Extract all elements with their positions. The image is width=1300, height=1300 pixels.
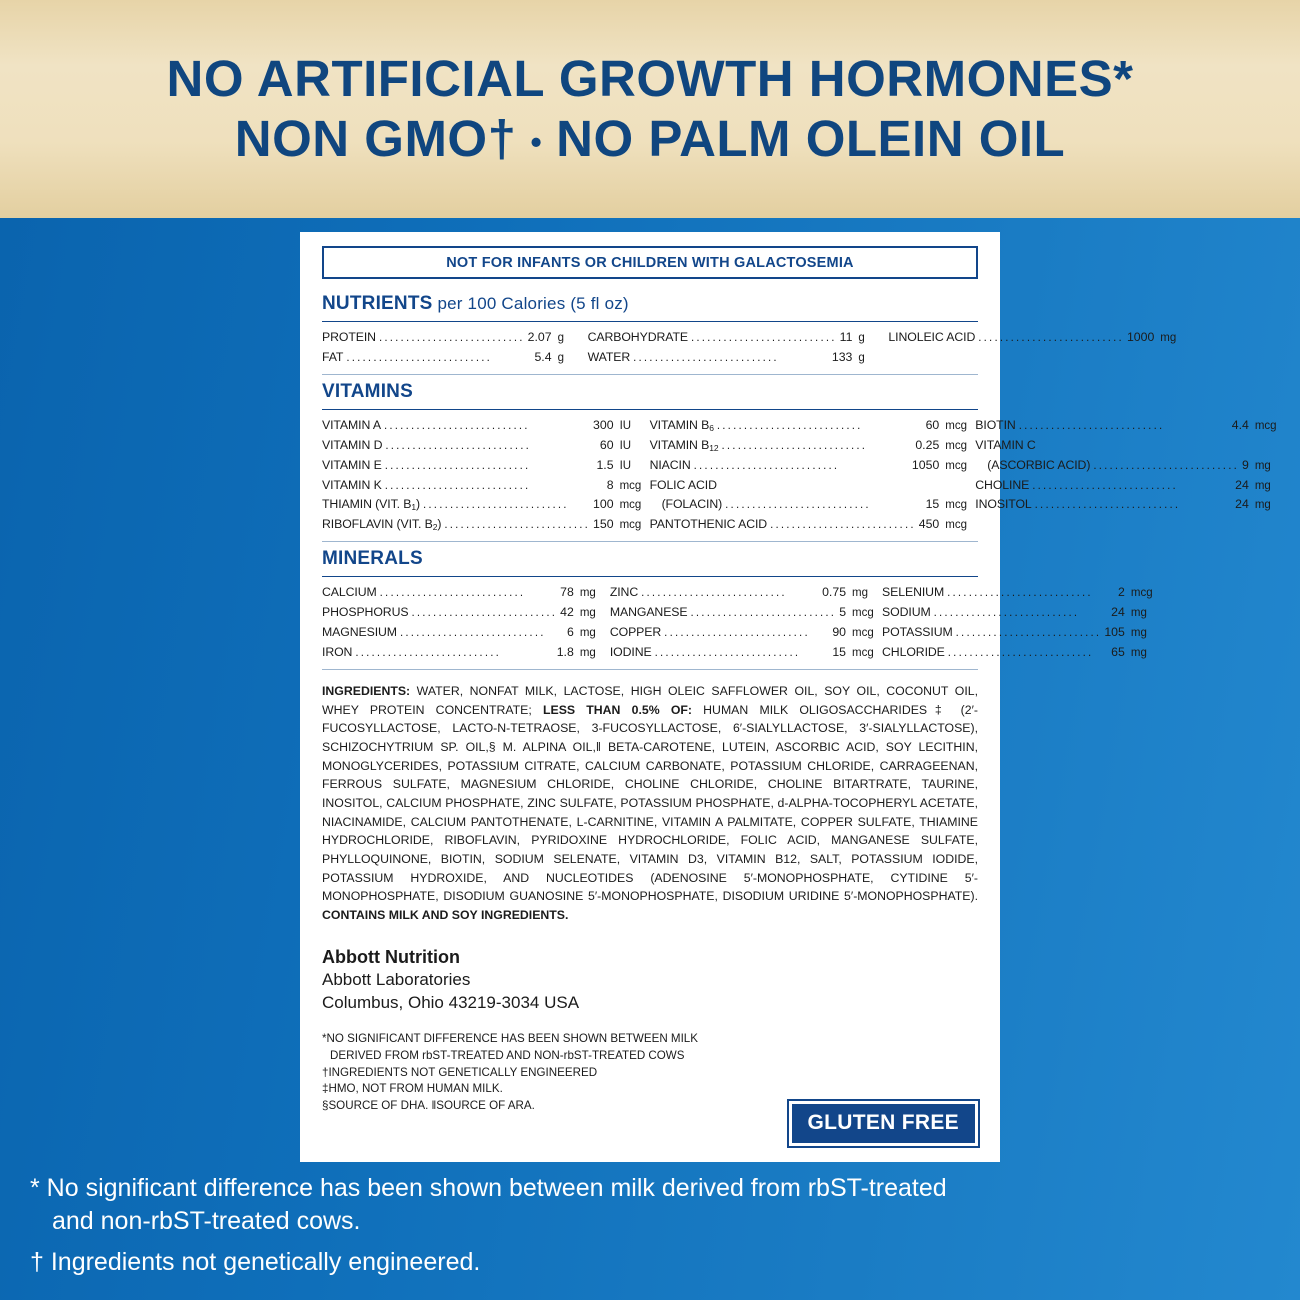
- table-row: [322, 416, 650, 436]
- gluten-free-badge: GLUTEN FREE: [789, 1101, 978, 1146]
- banner-no-palm-olein-text: NO PALM OLEIN OIL: [556, 110, 1066, 167]
- leader-dots: ...........................: [399, 627, 546, 640]
- leader-dots: ...........................: [346, 351, 493, 364]
- table-row: [588, 328, 889, 348]
- leader-dots: ...........................: [1093, 459, 1239, 472]
- leader-dots: ...........................: [947, 587, 1093, 600]
- nutrient-value: 300: [593, 417, 614, 432]
- nutrient-name: CARBOHYDRATE: [587, 330, 688, 344]
- table-row: [322, 515, 650, 535]
- nutrient-name: VITAMIN E: [322, 457, 382, 472]
- nutrient-name: MANGANESE: [609, 605, 688, 620]
- vitamins-table: [322, 416, 1277, 535]
- nutrient-name: VITAMIN $B_6$: [649, 417, 714, 433]
- footnote-double-dagger: ‡HMO, NOT FROM HUMAN MILK.: [322, 1082, 503, 1096]
- footnote-section-sign: §SOURCE OF DHA. ‖SOURCE OF ARA.: [322, 1099, 535, 1113]
- nutrients-divider: [322, 321, 978, 322]
- table-row: [650, 456, 976, 476]
- nutrient-name: IODINE: [609, 644, 652, 659]
- leader-dots: ...........................: [423, 499, 569, 512]
- nutrient-unit: g: [557, 332, 564, 344]
- table-row: [975, 436, 1285, 456]
- nutrient-unit: mg: [852, 587, 869, 600]
- leader-dots: ...........................: [384, 459, 531, 472]
- nutrient-name: (ASCORBIC ACID): [987, 457, 1091, 472]
- table-row: [322, 456, 650, 476]
- nutrient-value: 78: [560, 585, 574, 600]
- nutrient-unit: mcg: [945, 519, 968, 532]
- nutrient-value: 100: [593, 497, 614, 512]
- table-row: [322, 583, 610, 603]
- nutrient-value: 60: [599, 437, 614, 452]
- nutrient-value: 65: [1111, 644, 1125, 659]
- nutrient-name: PHOSPHORUS: [322, 605, 409, 620]
- ingredients-label: INGREDIENTS:: [322, 683, 411, 698]
- minerals-column-2: [610, 583, 882, 663]
- leader-dots: ...........................: [690, 332, 837, 344]
- nutrient-value: 15: [832, 644, 847, 659]
- leader-dots: ...........................: [444, 519, 591, 532]
- footnote-asterisk-line2: DERIVED FROM rbST-TREATED AND NON-rbST-TREATED COWS: [330, 1048, 685, 1062]
- nutrition-label-panel: [300, 232, 1277, 1162]
- vitamins-column-2: [650, 416, 976, 535]
- nutrient-unit: IU: [619, 439, 632, 452]
- table-row: [322, 603, 610, 623]
- nutrient-unit: g: [858, 332, 865, 344]
- nutrient-value: 60: [925, 417, 940, 432]
- table-row: [610, 623, 882, 643]
- nutrient-name: VITAMIN $B_{12}$: [649, 437, 719, 453]
- table-row: [322, 476, 650, 496]
- nutrient-name: VITAMIN C: [975, 437, 1036, 452]
- minerals-column-1: [322, 583, 610, 663]
- vitamins-bottom-divider: [322, 541, 978, 542]
- nutrients-heading-subtext: per 100 Calories (5 fl oz): [432, 294, 629, 313]
- leader-dots: ...........................: [654, 646, 801, 659]
- nutrient-value: 24: [1235, 477, 1249, 492]
- nutrient-value: 150: [593, 517, 614, 532]
- vitamins-column-1: [322, 416, 650, 535]
- contains-statement: CONTAINS MILK AND SOY INGREDIENTS.: [322, 908, 569, 923]
- leader-dots: ...........................: [384, 479, 531, 492]
- nutrient-value: 1.5: [596, 457, 614, 472]
- nutrient-unit: mcg: [945, 439, 968, 452]
- leader-dots: ...........................: [947, 646, 1094, 659]
- nutrient-value: 24: [1111, 605, 1125, 620]
- nutrients-column-2: [588, 328, 889, 368]
- nutrient-value: 9: [1242, 457, 1249, 472]
- less-than-body: HUMAN MILK OLIGOSACCHARIDES‡ (2′-FUCOSYLLACTOSE, LACTO-N-TETRAOSE, 3-FUCOSYLLACTOSE, 6′-SIALYLLACTOSE, 3′-SIALYLLACTOSE), SCHIZOCHYTRIUM SP. OIL,§ M. ALPINA OIL,‖ BETA-CAROTENE, LUTEIN, ASCORBIC ACID, SOY LECITHIN, MONOGLYCERIDES, POTASSIUM CITRATE, CALCIUM CARBONATE, POTASSIUM CHLORIDE, CARRAGEENAN, FERROUS SULFATE, MAGNESIUM CHLORIDE, CHOLINE CHLORIDE, CHOLINE BITARTRATE, TAURINE, INOSITOL, CALCIUM PHOSPHATE, ZINC SULFATE, POTASSIUM PHOSPHATE, d-ALPHA-TOCOPHERYL ACETATE, NIACINAMIDE, CALCIUM PANTOTHENATE, L-CARNITINE, VITAMIN A PALMITATE, COPPER SULFATE, THIAMINE HYDROCHLORIDE, RIBOFLAVIN, PYRIDOXINE HYDROCHLORIDE, FOLIC ACID, MANGANESE SULFATE, PHYLLOQUINONE, BIOTIN, SODIUM SELENATE, VITAMIN D3, VITAMIN B12, SALT, POTASSIUM IODIDE, POTASSIUM HYDROXIDE, AND NUCLEOTIDES (ADENOSINE 5′-MONOPHOSPHATE, CYTIDINE 5′-MONOPHOSPHATE, DISODIUM GUANOSINE 5′-MONOPHOSPHATE, DISODIUM URIDINE 5′-MONOPHOSPHATE).: [322, 702, 978, 904]
- nutrient-unit: mg: [1130, 607, 1147, 620]
- top-banner: [0, 0, 1300, 218]
- nutrient-unit: mg: [1160, 332, 1177, 344]
- nutrient-unit: mcg: [945, 459, 968, 472]
- nutrient-value: 42: [560, 605, 574, 620]
- nutrient-unit: IU: [619, 419, 632, 432]
- nutrient-unit: mcg: [1130, 587, 1153, 600]
- nutrient-name: POTASSIUM: [882, 625, 953, 640]
- page-footnotes: [30, 1172, 1270, 1279]
- nutrient-name: ZINC: [609, 585, 639, 600]
- nutrient-unit: mg: [579, 587, 596, 600]
- nutrient-value: 5.4: [534, 349, 552, 364]
- nutrient-unit: mcg: [619, 479, 642, 492]
- page-footnote-asterisk: [30, 1172, 1270, 1238]
- nutrients-column-1: [322, 328, 588, 368]
- nutrients-table: [322, 328, 1177, 368]
- leader-dots: ...........................: [411, 607, 558, 620]
- table-row: [882, 603, 1161, 623]
- nutrient-name: RIBOFLAVIN (VIT. $B_2$): [322, 517, 442, 533]
- nutrient-value: 0.25: [915, 437, 940, 452]
- nutrient-unit: mg: [1130, 646, 1147, 659]
- table-row: [888, 328, 1190, 348]
- minerals-divider: [322, 576, 978, 577]
- nutrient-unit: mcg: [619, 499, 642, 512]
- ingredients-paragraph: [322, 682, 978, 925]
- leader-dots: ...........................: [978, 332, 1124, 344]
- table-row: [650, 476, 976, 496]
- minerals-table: [322, 583, 1153, 663]
- nutrient-value: 90: [832, 625, 847, 640]
- minerals-bottom-divider: [322, 669, 978, 670]
- company-name: Abbott Nutrition: [322, 946, 460, 967]
- vitamins-column-3: [975, 416, 1285, 535]
- nutrient-name: WATER: [587, 349, 631, 364]
- table-row: [322, 643, 610, 663]
- banner-headline-line-1: NO ARTIFICIAL GROWTH HORMONES*: [166, 49, 1134, 107]
- table-row: [975, 456, 1285, 476]
- table-row: [882, 583, 1161, 603]
- nutrient-unit: mcg: [619, 519, 642, 532]
- vitamins-section-heading: VITAMINS: [322, 380, 413, 402]
- nutrient-unit: mcg: [852, 627, 874, 640]
- nutrient-value: 15: [925, 497, 940, 512]
- galactosemia-warning-box: NOT FOR INFANTS OR CHILDREN WITH GALACTOSEMIA: [322, 246, 978, 279]
- nutrient-unit: mg: [1254, 479, 1271, 492]
- nutrient-name: COPPER: [609, 625, 662, 640]
- table-row: [975, 416, 1285, 436]
- nutrient-value: 6: [566, 625, 574, 640]
- table-row: [322, 623, 610, 643]
- nutrient-name: PROTEIN: [322, 330, 376, 344]
- leader-dots: ...........................: [379, 587, 526, 600]
- minerals-column-3: [882, 583, 1161, 663]
- leader-dots: ...........................: [725, 499, 871, 512]
- leader-dots: ...........................: [641, 587, 787, 600]
- leader-dots: ...........................: [721, 439, 868, 452]
- table-row: [975, 495, 1285, 515]
- table-row: [882, 623, 1161, 643]
- nutrient-name: CALCIUM: [322, 585, 377, 600]
- footnote-dagger: †INGREDIENTS NOT GENETICALLY ENGINEERED: [322, 1065, 598, 1079]
- leader-dots: ...........................: [770, 519, 916, 532]
- table-row: [588, 348, 889, 368]
- ingredients-body: WATER, NONFAT MILK, LACTOSE, HIGH OLEIC SAFFLOWER OIL, SOY OIL, COCONUT OIL, WHEY PROTEIN CONCENTRATE;: [322, 683, 978, 717]
- nutrient-value: 2.07: [527, 330, 552, 344]
- nutrient-value: 1050: [911, 457, 940, 472]
- table-row: [650, 515, 976, 535]
- leader-dots: ...........................: [933, 607, 1080, 620]
- minerals-section-heading: MINERALS: [322, 548, 423, 570]
- nutrient-name: SELENIUM: [882, 585, 945, 600]
- leader-dots: ...........................: [378, 332, 525, 344]
- nutrient-value: 450: [918, 517, 940, 532]
- nutrient-name: CHOLINE: [975, 477, 1030, 492]
- nutrient-unit: mcg: [1254, 419, 1277, 432]
- footnote-asterisk-line1: *NO SIGNIFICANT DIFFERENCE HAS BEEN SHOWN BETWEEN MILK: [322, 1031, 698, 1045]
- banner-headline-line-2: [235, 109, 1065, 169]
- company-address: Columbus, Ohio 43219-3034 USA: [322, 993, 580, 1013]
- table-row: [322, 328, 588, 348]
- company-block: [322, 945, 978, 1015]
- nutrient-name: FAT: [322, 349, 344, 364]
- nutrient-unit: mg: [579, 627, 596, 640]
- table-row: [322, 348, 588, 368]
- company-subsidiary: Abbott Laboratories: [322, 970, 471, 990]
- nutrient-name: MAGNESIUM: [322, 625, 397, 640]
- nutrient-unit: mg: [1130, 627, 1147, 640]
- nutrient-value: 11: [839, 330, 853, 344]
- nutrient-name: SODIUM: [882, 605, 931, 620]
- leader-dots: ...........................: [690, 607, 837, 620]
- table-row: [610, 583, 882, 603]
- nutrient-name: LINOLEIC ACID: [888, 330, 976, 344]
- leader-dots: ...........................: [385, 439, 532, 452]
- nutrient-unit: mcg: [852, 646, 874, 659]
- nutrient-value: 5: [839, 605, 847, 620]
- nutrient-name: INOSITOL: [975, 497, 1032, 512]
- table-row: [650, 495, 976, 515]
- table-row: [975, 476, 1285, 496]
- page-footnote-asterisk-line2: and non-rbST-treated cows.: [52, 1207, 361, 1235]
- table-row: [610, 603, 882, 623]
- table-row: [650, 416, 976, 436]
- nutrient-name: VITAMIN K: [322, 477, 382, 492]
- nutrient-name: CHLORIDE: [882, 644, 945, 659]
- nutrient-name: PANTOTHENIC ACID: [649, 517, 768, 532]
- nutrient-value: 24: [1235, 497, 1249, 512]
- nutrient-name: (FOLACIN): [661, 497, 723, 512]
- nutrient-value: 8: [606, 477, 614, 492]
- nutrient-unit: mcg: [945, 499, 968, 512]
- leader-dots: ...........................: [693, 459, 840, 472]
- nutrient-value: 2: [1118, 585, 1125, 600]
- leader-dots: ...........................: [955, 627, 1102, 640]
- nutrients-section-heading: [322, 293, 978, 319]
- less-than-label: LESS THAN 0.5% OF:: [542, 702, 692, 717]
- leader-dots: ...........................: [664, 627, 810, 640]
- nutrient-name: IRON: [322, 644, 353, 659]
- nutrient-value: 0.75: [822, 585, 847, 600]
- leader-dots: ...........................: [1032, 479, 1178, 492]
- vitamins-divider: [322, 409, 978, 410]
- table-row: [650, 436, 976, 456]
- nutrient-unit: mg: [1254, 499, 1271, 512]
- nutrient-name: VITAMIN D: [322, 437, 383, 452]
- nutrient-unit: mg: [579, 646, 596, 659]
- nutrient-unit: IU: [619, 459, 632, 472]
- nutrient-value: 4.4: [1231, 417, 1249, 432]
- nutrient-unit: mg: [1254, 459, 1271, 472]
- nutrient-value: 1000: [1126, 330, 1155, 344]
- nutrient-unit: mcg: [945, 419, 968, 432]
- page-footnote-dagger: † Ingredients not genetically engineered.: [30, 1248, 481, 1276]
- table-row: [610, 643, 882, 663]
- nutrient-name: NIACIN: [649, 457, 691, 472]
- leader-dots: ...........................: [1018, 419, 1165, 432]
- page-footnote-asterisk-line1: * No significant difference has been shown between milk derived from rbST-treated: [30, 1174, 947, 1202]
- nutrient-unit: mg: [579, 607, 596, 620]
- nutrient-value: 1.8: [556, 644, 574, 659]
- table-row: [322, 495, 650, 515]
- table-row: [882, 643, 1161, 663]
- nutrients-column-3: [888, 328, 1190, 368]
- banner-non-gmo-text: NON GMO†: [234, 110, 517, 167]
- nutrient-unit: g: [858, 351, 865, 364]
- nutrient-unit: g: [557, 351, 564, 364]
- leader-dots: ...........................: [716, 419, 863, 432]
- banner-bullet-separator: •: [530, 123, 543, 160]
- leader-dots: ...........................: [355, 646, 502, 659]
- nutrients-heading-text: NUTRIENTS: [322, 293, 433, 314]
- nutrient-name: FOLIC ACID: [649, 477, 717, 492]
- nutrient-unit: mcg: [852, 607, 874, 620]
- table-row: [322, 436, 650, 456]
- leader-dots: ...........................: [384, 419, 530, 432]
- nutrient-name: BIOTIN: [975, 417, 1016, 432]
- nutrients-bottom-divider: [322, 374, 978, 375]
- nutrient-value: 105: [1104, 625, 1125, 640]
- leader-dots: ...........................: [1034, 499, 1181, 512]
- nutrient-name: VITAMIN A: [322, 417, 381, 432]
- nutrient-value: 133: [831, 349, 853, 364]
- leader-dots: ...........................: [633, 351, 779, 364]
- nutrient-name: THIAMIN (VIT. $B_1$): [322, 497, 421, 513]
